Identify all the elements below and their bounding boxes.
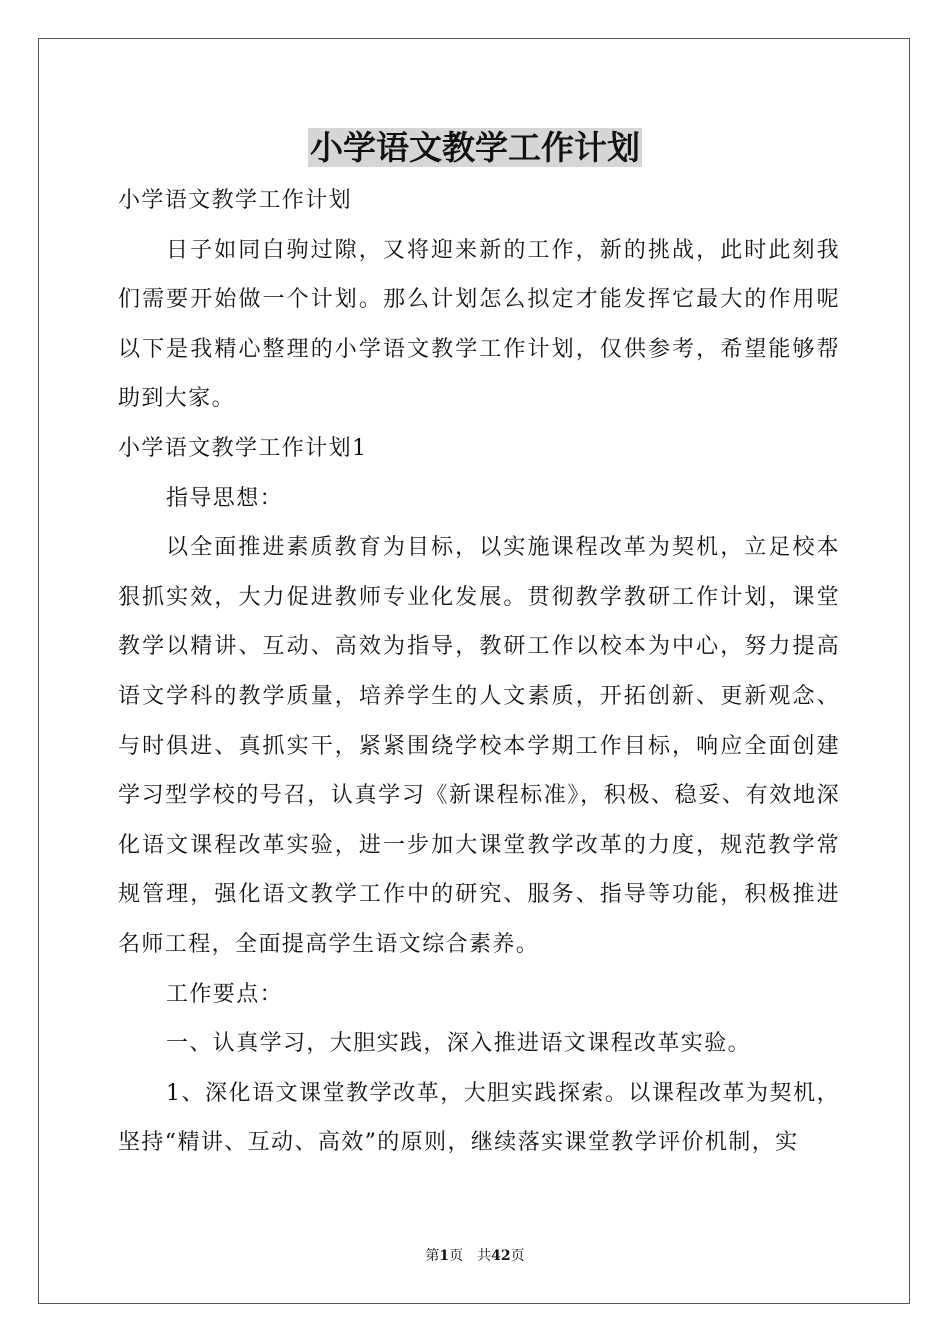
page-total: 42 (491, 1248, 511, 1264)
paragraph-guiding-heading: 指导思想： (166, 485, 284, 511)
page-unit: 页 (449, 1248, 464, 1264)
paragraph-section-heading: 小学语文教学工作计划1 (118, 435, 368, 461)
page-current: 1 (439, 1248, 450, 1264)
document-title-text: 小学语文教学工作计划 (310, 128, 640, 167)
paragraph-guiding-thought: 以全面推进素质教育为目标，以实施课程改革为契机，立足校本狠抓实效，大力促进教师专业化发展。贯彻教学教研工作计划，课堂教学以精讲、互动、高效为指导，教研工作以校本为中心，努力提高语文学科的教学质量，培养学生的人文素质，开拓创新、更新观念、与时俱进、真抓实干，紧紧围绕学校本学期工作目标，响应全面创建学习型学校的号召，认真学习《新课程标准》，积极、稳妥、有效地深化语文课程改革实验，进一步加大课堂教学改革的力度，规范教学常规管理，强化语文教学工作中的研究、服务、指导等功能，积极推进名师工程，全面提高学生语文综合素养。 (118, 535, 840, 957)
total-prefix: 共 (477, 1248, 492, 1264)
page-prefix: 第 (425, 1248, 440, 1264)
document-title (0, 126, 950, 170)
document-body (118, 176, 840, 1168)
paragraph-intro: 日子如同白驹过隙，又将迎来新的工作，新的挑战，此时此刻我们需要开始做一个计划。那么计划怎么拟定才能发挥它最大的作用呢以下是我精心整理的小学语文教学工作计划，仅供参考，希望能够帮助到大家。 (118, 237, 840, 412)
paragraph-work-points-heading: 工作要点： (166, 981, 284, 1007)
page-footer (0, 1246, 950, 1266)
paragraph-point-one: 一、认真学习，大胆实践，深入推进语文课程改革实验。 (166, 1031, 752, 1057)
paragraph-point-one-item-1: 1、深化语文课堂教学改革，大胆实践探索。以课程改革为契机，坚持“精讲、互动、高效”的原则，继续落实课堂教学评价机制，实 (118, 1080, 840, 1156)
paragraph-subtitle: 小学语文教学工作计划 (118, 188, 353, 213)
total-unit: 页 (510, 1248, 525, 1264)
